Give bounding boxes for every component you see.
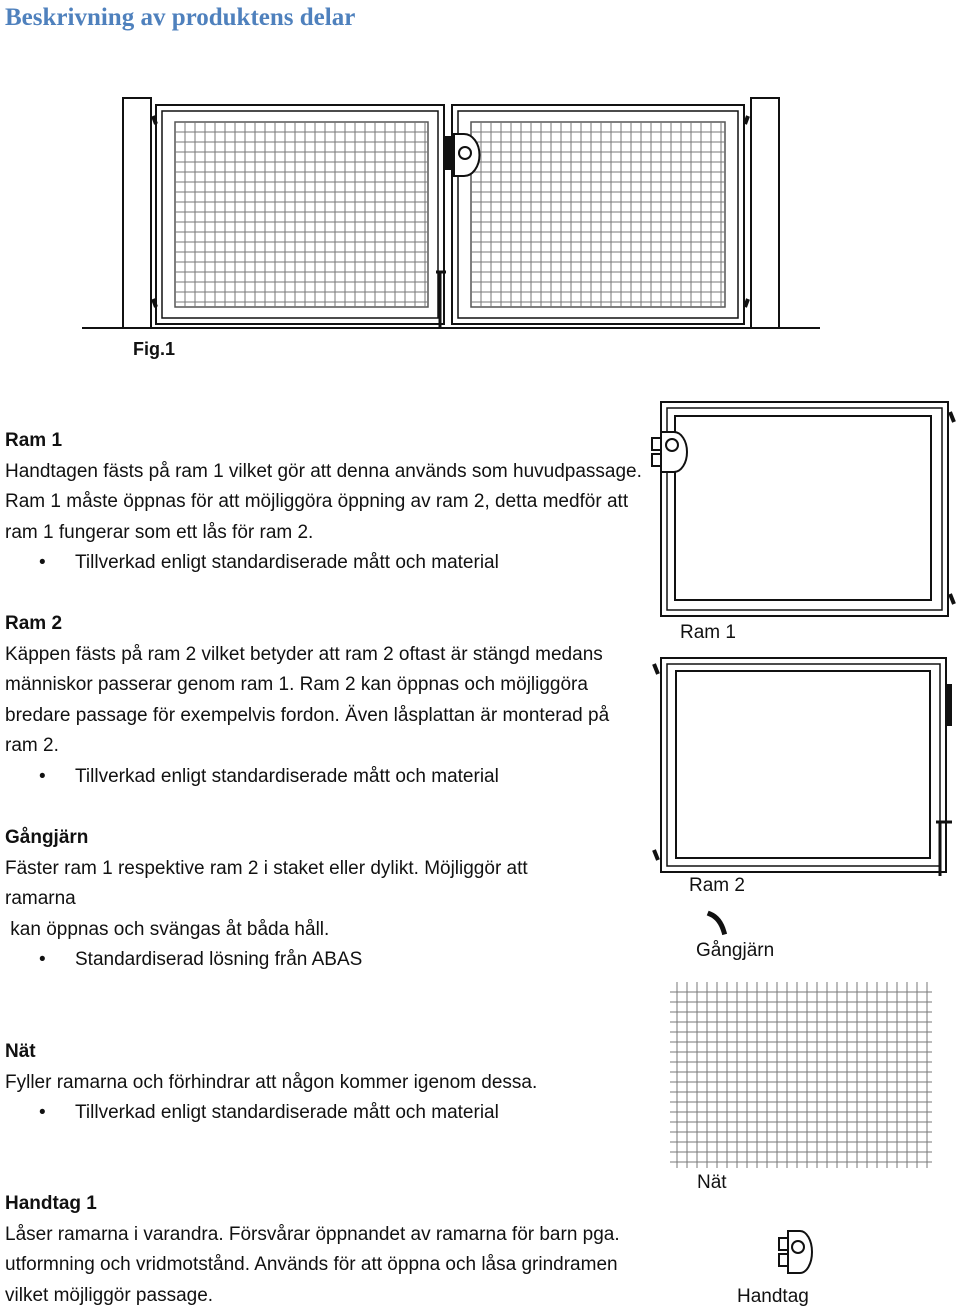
hinge-icon	[706, 910, 730, 936]
bullet-item: • Tillverkad enligt standardiserade mått och material	[5, 548, 645, 579]
section-ram-2	[5, 609, 645, 793]
page-title: Beskrivning av produktens delar	[5, 4, 356, 31]
section-heading: Gångjärn	[5, 827, 89, 848]
section-handtag-1	[5, 1189, 645, 1311]
label-ram-2: Ram 2	[689, 875, 745, 896]
section-text: Låser ramarna i varandra. Försvårar öppnandet av ramarna för barn pga. utformning och vridmotstånd. Används för att öppna och låsa grindramen vilket möjliggör passage.	[5, 1223, 620, 1306]
label-ram-1: Ram 1	[680, 622, 736, 643]
section-heading: Ram 1	[5, 430, 63, 451]
label-handtag: Handtag	[737, 1286, 809, 1307]
label-gangjarn: Gångjärn	[696, 940, 775, 961]
label-nat: Nät	[697, 1172, 727, 1193]
section-heading: Nät	[5, 1041, 36, 1062]
section-text	[5, 854, 645, 946]
gate-drawing	[82, 94, 822, 334]
bullet-item: • Tillverkad enligt standardiserade mått och material	[5, 1098, 645, 1129]
section-ram-1	[5, 426, 645, 579]
section-nat	[5, 1037, 645, 1129]
section-text: Fyller ramarna och förhindrar att någon kommer igenom dessa.	[5, 1071, 538, 1093]
section-heading: Ram 2	[5, 613, 63, 634]
section-text-line-2: kan öppnas och svängas åt båda håll.	[5, 918, 330, 940]
section-gangjarn	[5, 823, 645, 976]
handle-icon	[776, 1228, 816, 1276]
mesh-drawing	[670, 982, 934, 1168]
section-text: Handtagen fästs på ram 1 vilket gör att denna används som huvudpassage. Ram 1 måste öppnas för att möjliggöra öppning av ram 2, detta medför att ram 1 fungerar som ett lås för ram 2.	[5, 460, 642, 543]
frame-2-drawing	[650, 654, 960, 876]
bullet-item: • Standardiserad lösning från ABAS	[5, 945, 645, 976]
section-heading: Handtag 1	[5, 1193, 97, 1214]
section-text-line-1: Fäster ram 1 respektive ram 2 i staket eller dylikt. Möjliggör att ramarna	[5, 857, 528, 910]
section-text: Käppen fästs på ram 2 vilket betyder att ram 2 oftast är stängd medans människor passerar genom ram 1. Ram 2 kan öppnas och möjliggöra bredare passage för exempelvis fordon. Även låsplattan är monterad på ram 2.	[5, 643, 610, 757]
frame-1-drawing	[650, 398, 960, 620]
figure-caption: Fig.1	[133, 339, 176, 359]
bullet-item: • Tillverkad enligt standardiserade mått och material	[5, 762, 645, 793]
